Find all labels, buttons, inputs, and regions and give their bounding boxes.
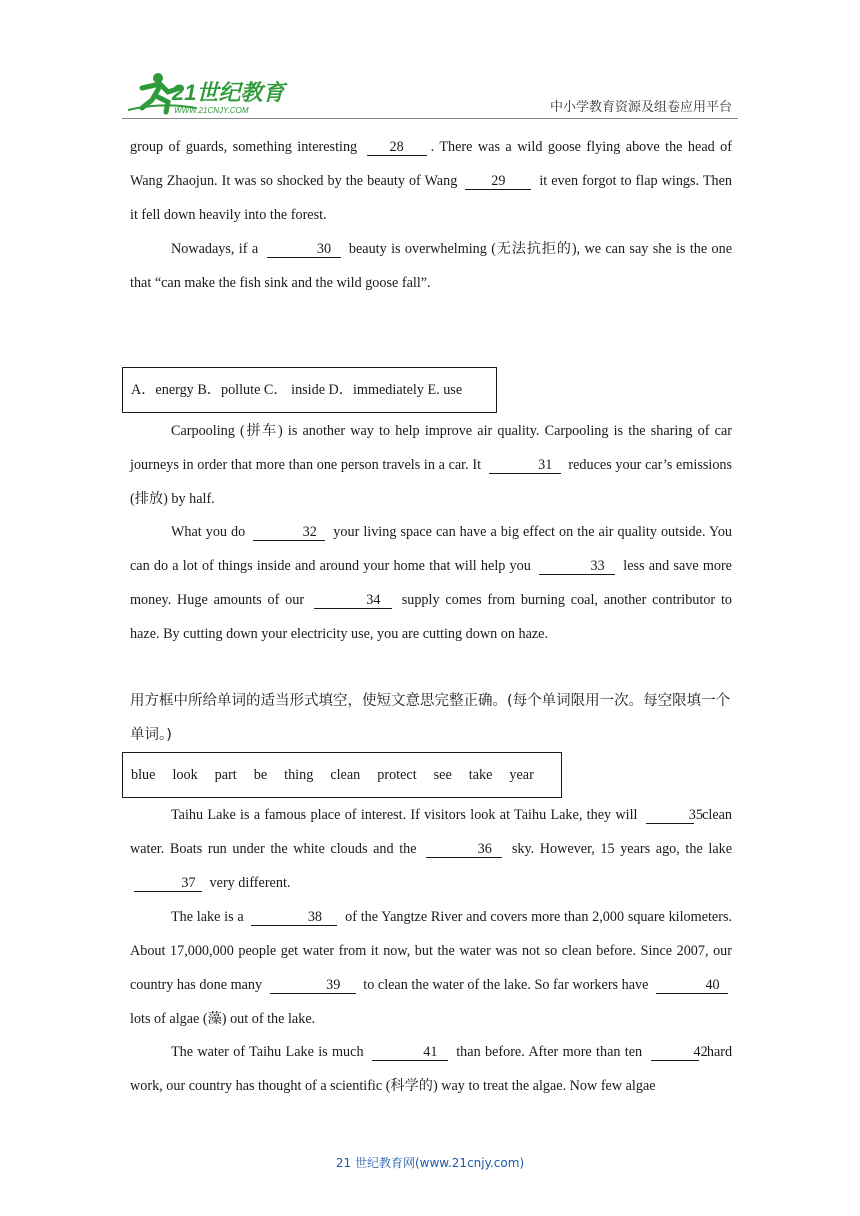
blank-36[interactable]: 36 (426, 841, 502, 858)
platform-name: 中小学教育资源及组卷应用平台 (549, 100, 732, 115)
word: take (468, 767, 493, 783)
word: protect (377, 767, 417, 783)
word: blue (131, 767, 156, 783)
word: clean (330, 767, 361, 783)
blank-33[interactable]: 33 (539, 558, 615, 575)
header-divider (122, 118, 738, 119)
blank-34[interactable]: 34 (314, 592, 392, 609)
word: look (172, 767, 198, 783)
footer-link[interactable]: 21 世纪教育网(www.21cnjy.com) (335, 1156, 525, 1170)
instruction: 用方框中所给单词的适当形式填空，使短文意思完整正确。(每个单词限用一次。每空限填一个单词。) (130, 693, 731, 743)
paragraph: Nowadays, if a 30 beauty is overwhelming (无法抗拒的), we can say she is the one that “can make the fish sink and the wild goose fall”. (130, 241, 732, 291)
blank-28[interactable]: 28 (367, 139, 427, 156)
paragraph: The water of Taihu Lake is much 41 than before. After more than ten 42 hard work, our country has thought of a scientific (科学的) way to treat the algae. Now few algae (130, 1044, 733, 1094)
logo-text: 21世纪教育 (172, 80, 285, 105)
paragraph: Taihu Lake is a famous place of interest. If visitors look at Taihu Lake, they will 35 clean water. Boats run under the white clouds and the 36 sky. However, 15 years ago, the lake 37 very different. (130, 807, 733, 891)
paragraph: What you do 32 your living space can have a big effect on the air quality outside. You can do a lot of things inside and around your home that will help you 33 less and save more money. Huge amounts of our 34 supply comes from burning coal, another contributor to haze. By cutting down your electricity use, you are cutting down on haze. (130, 524, 733, 642)
paragraph: Carpooling (拼车) is another way to help improve air quality. Carpooling is the sharing of car journeys in order that more than one person travels in a car. It 31 reduces your car’s emissions (排放) by half. (130, 423, 733, 507)
word: see (433, 767, 452, 783)
blank-30[interactable]: 30 (267, 241, 341, 258)
blank-37[interactable]: 37 (134, 875, 202, 892)
word: year (509, 767, 534, 783)
site-logo[interactable] (122, 68, 292, 116)
logo-url: WWW.21CNJY.COM (174, 106, 249, 115)
blank-41[interactable]: 41 (372, 1044, 448, 1061)
blank-32[interactable]: 32 (253, 524, 325, 541)
blank-29[interactable]: 29 (465, 173, 531, 190)
paragraph: The lake is a 38 of the Yangtze River and covers more than 2,000 square kilometers. About 17,000,000 people get water from it now, but the water was not so clean before. Since 2007, our country has done many 39 to clean the water of the lake. So far workers have 40 lots of algae (藻) out of the lake. (130, 909, 733, 1027)
blank-42[interactable]: 42 (651, 1044, 699, 1061)
word: thing (284, 767, 314, 783)
word: be (253, 767, 268, 783)
blank-31[interactable]: 31 (489, 457, 561, 474)
blank-38[interactable]: 38 (251, 909, 337, 926)
blank-40[interactable]: 40 (656, 977, 728, 994)
word: part (214, 767, 237, 783)
runner-logo-icon (122, 68, 292, 116)
blank-39[interactable]: 39 (270, 977, 356, 994)
paragraph: group of guards, something interesting 28 . There was a wild goose flying above the head of Wang Zhaojun. It was so shocked by the beauty of Wang 29 it even forgot to flap wings. Then it fell down heavily into the forest. (130, 139, 733, 223)
word-box (122, 752, 562, 798)
blank-35[interactable]: 35 (646, 807, 694, 824)
option-box: A．energy B．pollute C． inside D．immediately E. use (122, 367, 497, 413)
